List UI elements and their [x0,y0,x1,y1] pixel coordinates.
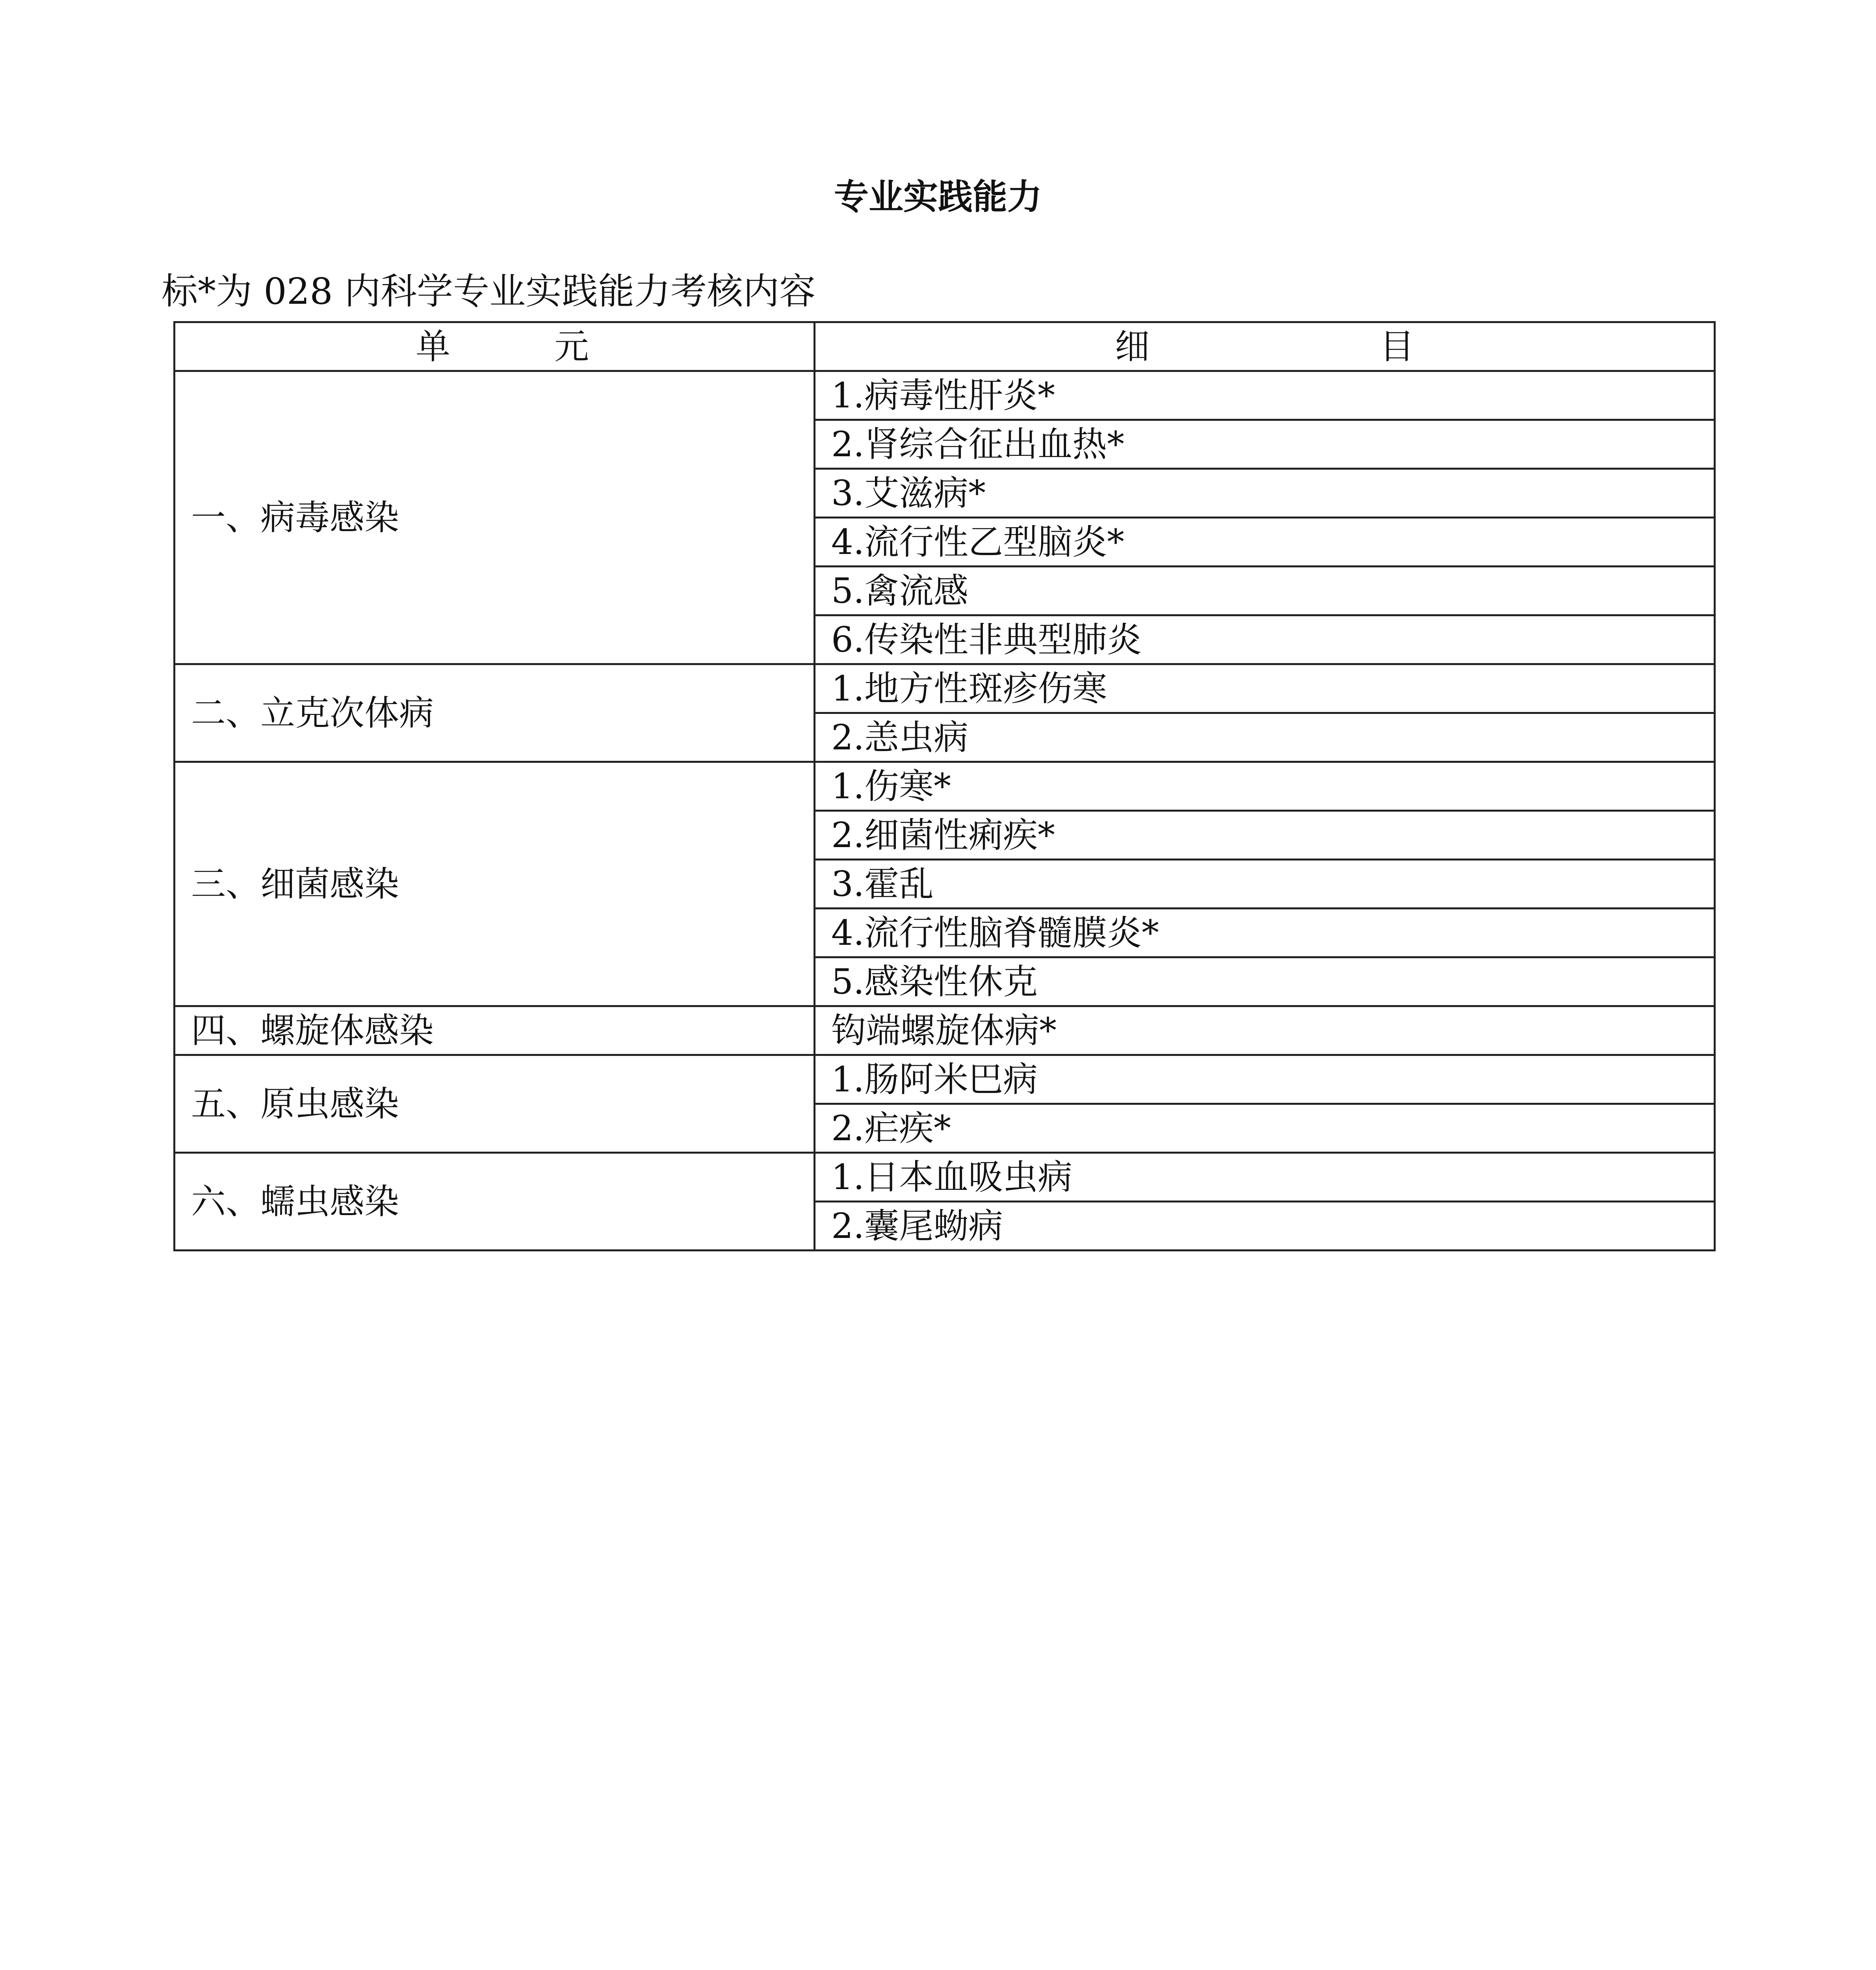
table-header-row [175,322,1715,371]
syllabus-table [173,321,1716,1251]
header-unit-char-1: 单 [416,326,451,367]
detail-cell: 2.疟疾* [815,1104,1715,1153]
detail-cell: 5.感染性休克 [815,957,1715,1006]
unit-cell: 四、螺旋体感染 [175,1006,815,1055]
header-unit-char-2: 元 [554,326,589,367]
table-row [175,371,1715,420]
unit-cell: 二、立克次体病 [175,664,815,762]
table-row [175,762,1715,811]
detail-cell: 5.禽流感 [815,567,1715,615]
header-detail [815,322,1715,371]
detail-cell: 1.病毒性肝炎* [815,371,1715,420]
header-detail-char-1: 细 [1115,326,1150,367]
detail-cell: 2.细菌性痢疾* [815,811,1715,860]
table-row [175,1006,1715,1055]
header-detail-char-2: 目 [1379,326,1414,367]
header-unit [175,322,815,371]
table-row [175,664,1715,713]
detail-cell: 3.霍乱 [815,860,1715,909]
unit-cell: 六、蠕虫感染 [175,1153,815,1251]
detail-cell: 钩端螺旋体病* [815,1006,1715,1055]
unit-cell: 三、细菌感染 [175,762,815,1006]
table-row [175,1153,1715,1202]
unit-cell: 一、病毒感染 [175,371,815,664]
detail-cell: 1.肠阿米巴病 [815,1055,1715,1104]
detail-cell: 2.囊尾蚴病 [815,1202,1715,1251]
detail-cell: 2.肾综合征出血热* [815,420,1715,469]
detail-cell: 1.日本血吸虫病 [815,1153,1715,1202]
detail-cell: 6.传染性非典型肺炎 [815,615,1715,664]
detail-cell: 2.恙虫病 [815,713,1715,762]
unit-cell: 五、原虫感染 [175,1055,815,1153]
detail-cell: 1.地方性斑疹伤寒 [815,664,1715,713]
page-title: 专业实践能力 [834,177,1042,217]
table-row [175,1055,1715,1104]
detail-cell: 3.艾滋病* [815,469,1715,518]
detail-cell: 4.流行性脑脊髓膜炎* [815,909,1715,957]
table-note: 标*为 028 内科学专业实践能力考核内容 [162,270,816,312]
detail-cell: 1.伤寒* [815,762,1715,811]
detail-cell: 4.流行性乙型脑炎* [815,518,1715,567]
